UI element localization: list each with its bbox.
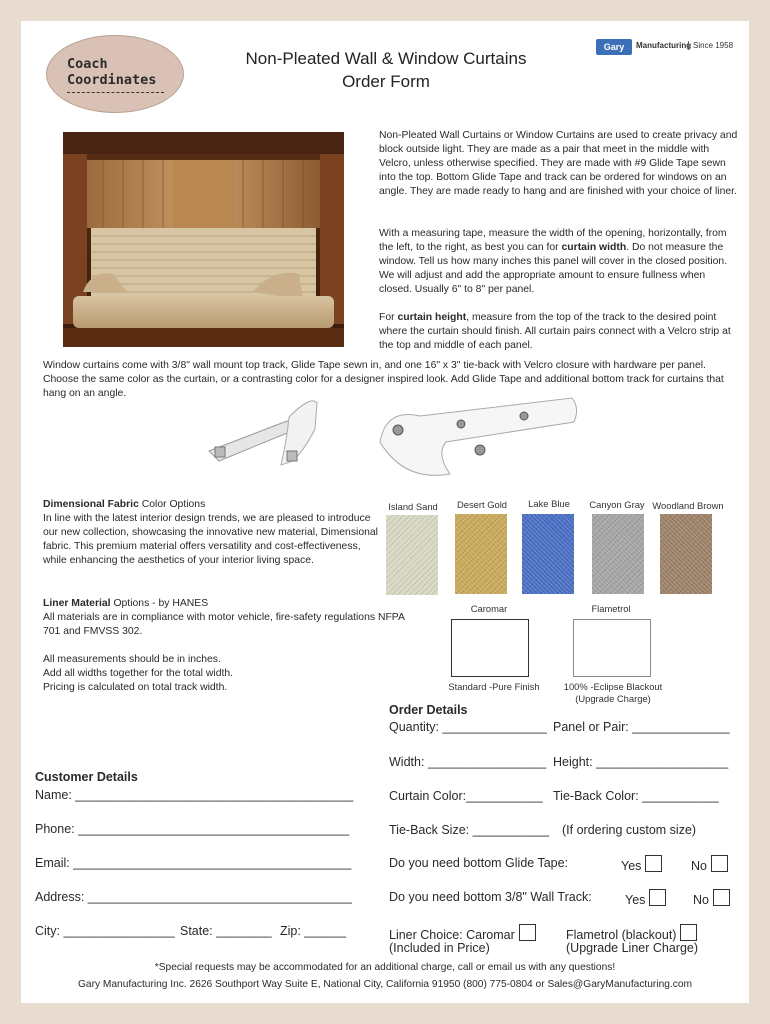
track-yes-label: Yes [625,893,646,907]
intro-paragraph-1: Non-Pleated Wall Curtains or Window Curtains are used to create privacy and block outside light. They are made as a pair that meet in the middle with Velcro, unless otherwise specified. They are made with #9 Glide Tape sewn into the top. Bottom Glide Tape and track can be ordered for windows on an angle. They are made ready to hang and are finished with your choice of liner. [379,130,738,197]
brand-sub: Manufacturing [636,41,692,50]
logo-line-1: Coach [67,56,108,72]
swatch-label-canyon-gray: Canyon Gray [589,499,645,510]
rv-interior-illustration [63,132,344,347]
swatch-label-island-sand: Island Sand [388,501,438,512]
brand-since: Since 1958 [688,41,733,50]
caromar-checkbox[interactable] [519,924,536,941]
intro-paragraph-3 [379,311,739,353]
glide-no-checkbox[interactable] [711,855,728,872]
fabric-heading-bold: Dimensional Fabric [43,499,139,510]
gary-manufacturing-logo [596,37,741,57]
address-field[interactable]: Address: ______________________________________ [35,890,352,904]
width-field[interactable]: Width: _________________ [389,755,547,769]
quantity-field[interactable]: Quantity: _______________ [389,720,547,734]
glide-tape-question: Do you need bottom Glide Tape: [389,856,569,870]
panel-or-pair-field[interactable]: Panel or Pair: ______________ [553,720,730,734]
liner-choice-label: Liner Choice: Caromar [389,928,515,942]
flametrol-label: Flametrol (blackout) [566,928,677,942]
swatch-label-desert-gold: Desert Gold [456,499,508,510]
city-field[interactable]: City: ________________ [35,924,175,938]
wall-track-question: Do you need bottom 3/8" Wall Track: [389,890,592,904]
p2-text-c: . Do not measure the window. Tell us how many inches this panel will cover in the closed position. We will adjust and add the appropriate amount to ensure fullness when closed. Usually 6" to 8" per panel. [379,242,728,295]
fabric-heading-rest: Color Options [138,499,206,510]
liner-choice-flametrol[interactable] [566,924,697,942]
rv-interior-photo [63,132,344,347]
fabric-section [43,498,378,568]
order-details-heading: Order Details [389,703,468,717]
intro-paragraph-2 [379,227,739,297]
special-requests-note: *Special requests may be accommodated for an additional charge, call or email us with any questions! [154,962,616,973]
swatch-canyon-gray[interactable] [592,514,644,594]
glide-yes-label: Yes [621,859,642,873]
liner-label-flametrol: Flametrol [591,603,631,614]
liner-choice-caromar[interactable] [389,924,536,942]
p2-bold: curtain width [561,242,627,253]
p3-text-a: For [379,312,398,323]
p2-text-a: With a measuring tape, measure the width of the opening, horizontally, from the left, to the right, as best you can for [379,228,727,253]
track-yes-checkbox[interactable] [649,889,666,906]
swatch-desert-gold[interactable] [455,514,507,594]
order-form-page [21,21,749,1003]
wall-track-no[interactable] [693,889,730,907]
swatch-woodland-brown[interactable] [660,514,712,594]
height-field[interactable]: Height: ___________________ [553,755,729,769]
flametrol-caption-1: 100% -Eclipse Blackout [563,681,663,692]
measure-note-1: All measurements should be in inches. [43,654,221,665]
logo-line-2: Coordinates [67,72,157,88]
state-field[interactable]: State: ________ [180,924,272,938]
customer-details-heading: Customer Details [35,770,138,784]
glide-no-label: No [691,859,707,873]
intro-paragraph-4: Window curtains come with 3/8" wall mount top track, Glide Tape sewn in, and one 16" x 3" tie-back with Velcro closure with hardware per panel. Choose the same color as the curtain, or a contrasting color for a designer inspired look. Add Glide Tape and additional bottom track for curtains that hang on an angle. [43,360,724,399]
included-in-price: (Included in Price) [389,941,490,955]
liner-label-caromar: Caromar [470,603,508,614]
tieback-size-note: (If ordering custom size) [562,823,697,837]
glide-yes-checkbox[interactable] [645,855,662,872]
measurement-notes [43,653,343,695]
glide-tape-no[interactable] [691,855,728,873]
coach-coordinates-logo [46,35,184,113]
liner-swatch-caromar[interactable] [451,619,529,677]
liner-heading-rest: Options - by HANES [110,598,209,609]
glide-tape-illustration [376,394,581,484]
page-title [221,47,551,93]
liner-caption-caromar: Standard -Pure Finish [448,681,540,692]
phone-field[interactable]: Phone: _______________________________________ [35,822,350,836]
wall-track-illustration [201,399,321,477]
tieback-color-field[interactable]: Tie-Back Color: ___________ [553,789,719,803]
liner-swatch-flametrol[interactable] [573,619,651,677]
track-no-checkbox[interactable] [713,889,730,906]
curtain-color-field[interactable]: Curtain Color:___________ [389,789,543,803]
liner-section [43,597,423,639]
wall-track-yes[interactable] [625,889,666,907]
p3-bold: curtain height [397,312,467,323]
flametrol-caption-2: (Upgrade Charge) [575,693,651,704]
contact-info: Gary Manufacturing Inc. 2626 Southport Way Suite E, National City, California 91950 (800) 775-0804 or Sales@GaryManufacturing.com [78,979,692,990]
swatch-label-lake-blue: Lake Blue [528,498,570,509]
zip-field[interactable]: Zip: ______ [280,924,347,938]
title-line-2: Order Form [342,72,430,91]
fabric-heading [43,498,378,512]
measure-note-2: Add all widths together for the total width. [43,668,234,679]
track-no-label: No [693,893,709,907]
logo-text [67,56,156,88]
glide-tape-yes[interactable] [621,855,662,873]
fabric-description: In line with the latest interior design trends, we are pleased to introduce our new collection, showcasing the innovative new material, Dimensional fabric. This premium material offers versatility and cost-effectiveness, while enhancing the aesthetics of your interior living space. [43,513,378,566]
swatch-island-sand[interactable] [386,515,438,595]
name-field[interactable]: Name: ________________________________________ [35,788,354,802]
swatch-lake-blue[interactable] [522,514,574,594]
upgrade-liner-charge: (Upgrade Liner Charge) [566,941,699,955]
liner-caption-flametrol [551,681,675,705]
brand-badge: Gary [596,39,632,55]
swatch-label-woodland-brown: Woodland Brown [652,500,724,511]
flametrol-checkbox[interactable] [680,924,697,941]
liner-description: All materials are in compliance with motor vehicle, fire-safety regulations NFPA 701 and FMVSS 302. [43,612,405,637]
measure-note-3: Pricing is calculated on total track width. [43,682,228,693]
liner-heading-bold: Liner Material [43,598,111,609]
tieback-size-field[interactable]: Tie-Back Size: ___________ [389,823,550,837]
logo-rule [67,92,164,93]
email-field[interactable]: Email: ________________________________________ [35,856,352,870]
liner-heading [43,597,423,611]
title-line-1: Non-Pleated Wall & Window Curtains [245,49,527,68]
p3-text-c: , measure from the top of the track to the desired point where the curtain should finish. All curtain pairs connect with a Velcro strip at the top and middle of each panel. [379,312,731,351]
